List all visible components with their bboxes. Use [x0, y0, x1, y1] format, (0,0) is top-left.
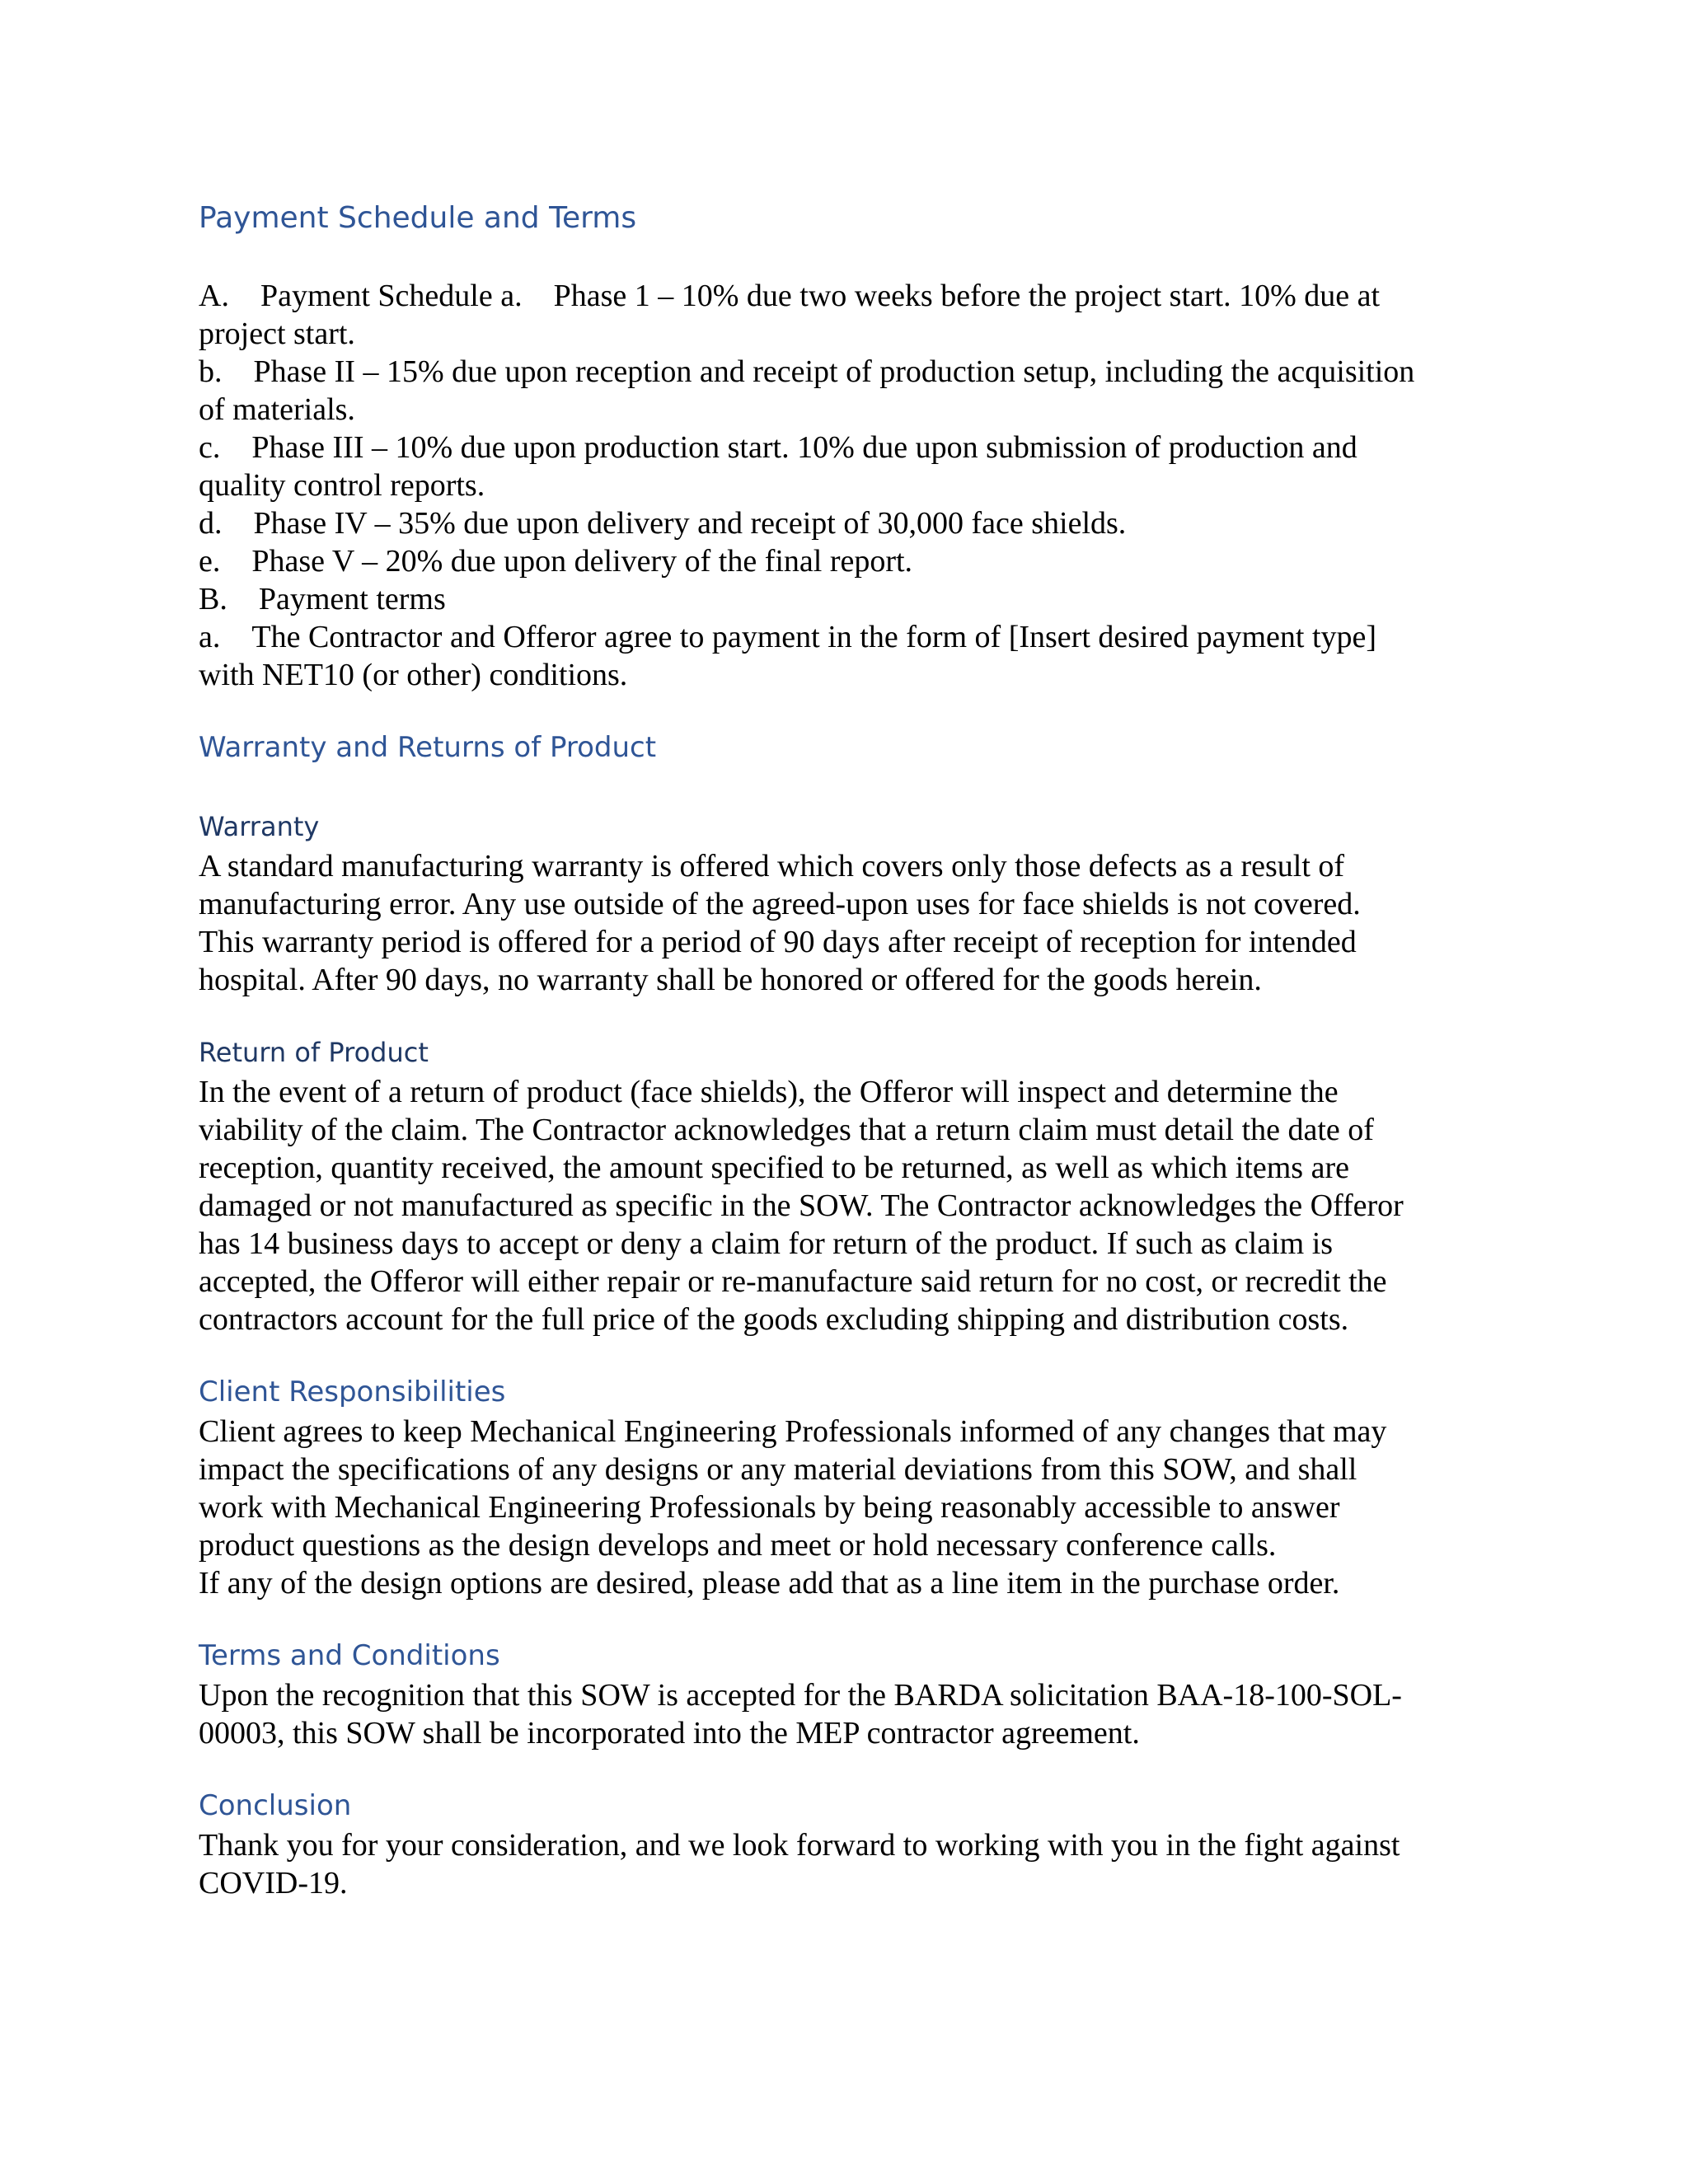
payment-line: with NET10 (or other) conditions. — [199, 658, 628, 692]
return-line: reception, quantity received, the amount specified to be returned, as well as which items are — [199, 1151, 1349, 1185]
terms-body — [199, 1676, 1517, 1752]
terms-heading: Terms and Conditions — [199, 1639, 500, 1672]
warranty-subheading: Warranty — [199, 811, 320, 842]
warranty-line: A standard manufacturing warranty is offered which covers only those defects as a result of — [199, 849, 1345, 883]
client-line: If any of the design options are desired, please add that as a line item in the purchase order. — [199, 1566, 1340, 1601]
payment-line: B. Payment terms — [199, 582, 446, 616]
client-line: product questions as the design develops and meet or hold necessary conference calls. — [199, 1528, 1277, 1563]
return-subheading: Return of Product — [199, 1037, 429, 1068]
conclusion-body — [199, 1826, 1517, 1902]
payment-heading: Payment Schedule and Terms — [199, 201, 637, 235]
payment-line: a. The Contractor and Offeror agree to payment in the form of [Insert desired payment type] — [199, 620, 1377, 654]
payment-line: project start. — [199, 316, 355, 351]
warranty-returns-heading: Warranty and Returns of Product — [199, 731, 657, 764]
warranty-body — [199, 847, 1517, 999]
return-body — [199, 1073, 1517, 1338]
payment-line: e. Phase V – 20% due upon delivery of the final report. — [199, 544, 913, 579]
conclusion-line: COVID-19. — [199, 1866, 348, 1900]
payment-line: quality control reports. — [199, 468, 485, 503]
document-page — [199, 198, 1517, 1902]
warranty-line: hospital. After 90 days, no warranty shall be honored or offered for the goods herein. — [199, 963, 1262, 997]
payment-line: b. Phase II – 15% due upon reception and receipt of production setup, including the acquisition — [199, 354, 1415, 389]
return-line: has 14 business days to accept or deny a claim for return of the product. If such as claim is — [199, 1226, 1334, 1261]
return-line: In the event of a return of product (face shields), the Offeror will inspect and determine the — [199, 1075, 1339, 1109]
payment-line: A. Payment Schedule a. Phase 1 – 10% due two weeks before the project start. 10% due at — [199, 279, 1381, 313]
conclusion-heading: Conclusion — [199, 1789, 352, 1822]
conclusion-line: Thank you for your consideration, and we look forward to working with you in the fight against — [199, 1828, 1400, 1863]
client-body — [199, 1413, 1517, 1602]
return-line: contractors account for the full price of the goods excluding shipping and distribution costs. — [199, 1302, 1349, 1337]
payment-body — [199, 277, 1517, 694]
warranty-line: This warranty period is offered for a period of 90 days after receipt of reception for intended — [199, 925, 1357, 959]
client-heading: Client Responsibilities — [199, 1376, 506, 1408]
warranty-line: manufacturing error. Any use outside of the agreed-upon uses for face shields is not covered. — [199, 887, 1361, 921]
payment-line: d. Phase IV – 35% due upon delivery and receipt of 30,000 face shields. — [199, 506, 1127, 541]
return-line: viability of the claim. The Contractor acknowledges that a return claim must detail the date of — [199, 1113, 1374, 1147]
terms-line: Upon the recognition that this SOW is accepted for the BARDA solicitation BAA-18-100-SOL- — [199, 1678, 1402, 1713]
payment-line: c. Phase III – 10% due upon production start. 10% due upon submission of production and — [199, 430, 1357, 465]
return-line: damaged or not manufactured as specific in the SOW. The Contractor acknowledges the Offeror — [199, 1188, 1404, 1223]
client-line: impact the specifications of any designs or any material deviations from this SOW, and shall — [199, 1452, 1357, 1487]
client-line: work with Mechanical Engineering Professionals by being reasonably accessible to answer — [199, 1490, 1340, 1525]
terms-line: 00003, this SOW shall be incorporated into the MEP contractor agreement. — [199, 1716, 1140, 1750]
return-line: accepted, the Offeror will either repair or re-manufacture said return for no cost, or recredit the — [199, 1264, 1387, 1299]
client-line: Client agrees to keep Mechanical Engineering Professionals informed of any changes that may — [199, 1414, 1387, 1449]
payment-line: of materials. — [199, 392, 355, 427]
